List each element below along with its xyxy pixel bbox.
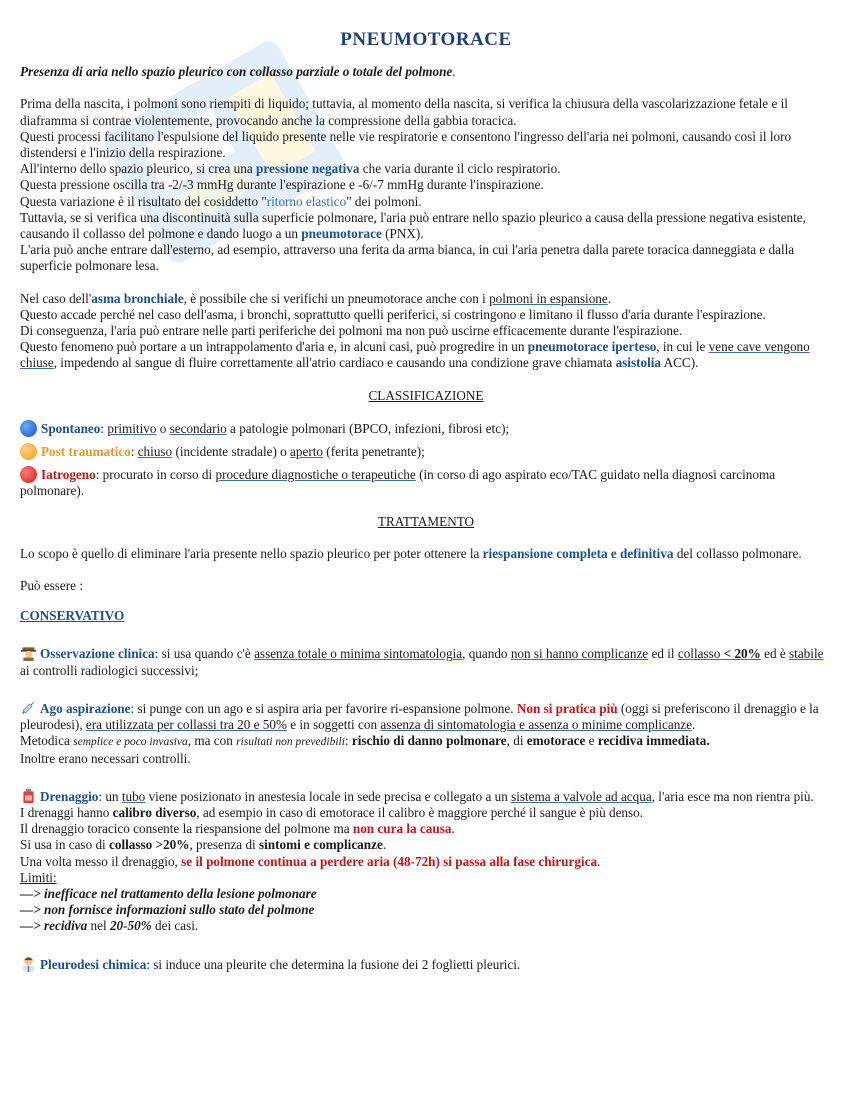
ago-p2 <box>20 733 832 750</box>
drenaggio-block <box>20 787 832 935</box>
text: (oggi si preferiscono il drenaggio e la pleurodesi), <box>20 700 819 733</box>
text: : <box>344 733 352 749</box>
limiti-label: Limiti: <box>20 869 57 885</box>
secondario: secondario <box>169 420 227 436</box>
classificazione-heading: CLASSIFICAZIONE <box>368 387 484 403</box>
text: : un <box>98 788 122 804</box>
text: Questo fenomeno può portare a un intrappolamento d'aria e, in alcuni casi, può progredire in un <box>20 339 528 355</box>
doctor-icon <box>20 955 37 972</box>
intro-p5 <box>20 210 832 242</box>
text: I drenaggi hanno <box>20 804 113 820</box>
asistolia: asistolia <box>615 355 662 371</box>
chiuso: chiuso <box>137 444 173 460</box>
polmoni-espansione: polmoni in espansione <box>489 290 608 306</box>
procedure-diagnostiche: procedure diagnostiche o terapeutiche <box>215 467 416 483</box>
risultati: risultati non prevedibili <box>236 736 345 749</box>
intro-p4 <box>20 194 832 210</box>
limite-3 <box>20 918 832 934</box>
collassi-range: era utilizzata per collassi tra 20 e 50% <box>85 717 287 733</box>
pneumotorace-term: pneumotorace <box>301 226 382 242</box>
recidiva-range: 20-50% <box>109 918 152 934</box>
intro-p3: Questa pressione oscilla tra -2/-3 mmHg durante l'espirazione e -6/-7 mmHg durante l'inspirazione. <box>20 177 544 193</box>
red-circle-icon <box>20 466 37 483</box>
text: , ma con <box>187 733 237 749</box>
text: , in cui le <box>656 339 709 355</box>
asma-d <box>20 339 832 371</box>
ago-aspirazione-block <box>20 699 832 767</box>
orange-circle-icon <box>20 443 37 460</box>
text: . <box>451 821 455 837</box>
assenza-sintomatologia: assenza totale o minima sintomatologia <box>254 646 463 662</box>
trattamento-scopo <box>20 546 832 562</box>
ago-p3: Inoltre erano necessari controlli. <box>20 750 191 766</box>
semplice: semplice e poco invasiva <box>73 736 188 749</box>
aperto: aperto <box>290 444 323 460</box>
document-page <box>20 29 832 973</box>
classificazione-list <box>20 420 832 500</box>
subtitle-text: Presenza di aria nello spazio pleurico con collasso parziale o totale del polmone <box>20 64 453 80</box>
text: Tuttavia, se si verifica una discontinuità sulla superficie polmonare, l'aria può entrare nello spazio pleurico a causa della pressione negativa esistente, causando il collasso del polmone e dando luogo a un <box>20 209 806 242</box>
collasso-value: < 20% <box>720 646 761 662</box>
drainage-bottle-icon <box>20 787 37 804</box>
text: , presenza di <box>189 837 260 853</box>
asma-a <box>20 291 832 307</box>
text: nel <box>87 918 110 934</box>
text: viene posizionato in anestesia locale in sede precisa e collegato a un <box>145 788 512 804</box>
class-spontaneo <box>20 420 832 437</box>
intro-p6: L'aria può anche entrare dall'esterno, ad esempio, attraverso una ferita da arma bianca, in cui l'aria penetra dalla parete toracica danneggiata e dalla superficie polmonare lesa. <box>20 242 795 274</box>
recidiva: —> recidiva <box>20 918 88 934</box>
drenaggio-p5 <box>20 854 832 870</box>
text: Una volta messo il drenaggio, <box>20 853 182 869</box>
pressione-negativa: pressione negativa <box>256 161 360 177</box>
drenaggio-p1 <box>20 787 832 805</box>
recidiva-immediata: recidiva immediata. <box>597 733 710 749</box>
sistema-valvole: sistema a valvole ad acqua <box>511 788 652 804</box>
calibro-diverso: calibro diverso <box>112 804 197 820</box>
limite-2: —> non fornisce informazioni sullo stato del polmone <box>20 902 315 918</box>
fase-chirurgica: se il polmone continua a perdere aria (48-72h) si passa alla fase chirurgica <box>181 853 598 869</box>
osservazione-clinica <box>20 644 832 678</box>
text: , è possibile che si verifichi un pneumotorace anche con i <box>183 290 490 306</box>
non-si-pratica: Non si pratica più <box>516 700 618 716</box>
ritorno-elastico: ritorno elastico <box>266 193 347 209</box>
text: che varia durante il ciclo respiratorio. <box>359 161 561 177</box>
puo-essere: Può essere : <box>20 578 83 594</box>
intro-block <box>20 96 832 274</box>
text: ai controlli radiologici successivi; <box>20 662 199 678</box>
primitivo: primitivo <box>107 420 157 436</box>
pleurodesi-label: Pleurodesi chimica <box>40 956 147 972</box>
subtitle <box>20 64 832 80</box>
asma-b: Questo accade perché nel caso dell'asma, i bronchi, soprattutto quelli periferici, si costringono e limitano il flusso d'aria durante l'espirazione. <box>20 306 766 322</box>
text: " dei polmoni. <box>346 193 422 209</box>
text: . <box>382 837 387 853</box>
intro-p2 <box>20 161 832 177</box>
ago-p1 <box>20 699 832 733</box>
text: ed è <box>760 646 790 662</box>
text: : si usa quando c'è <box>154 646 255 662</box>
syringe-icon <box>20 699 37 716</box>
stabile: stabile <box>789 646 824 662</box>
detective-icon <box>20 644 37 661</box>
emotorace: emotorace <box>526 733 586 749</box>
drenaggio-p2 <box>20 805 832 821</box>
text: , l'aria esce ma non rientra più. <box>651 788 814 804</box>
collasso-20: collasso >20% <box>109 837 190 853</box>
vene-cave: vene cave vengono chiuse <box>20 339 810 371</box>
text: Metodica <box>20 733 74 749</box>
osservazione-label: Osservazione clinica <box>40 646 155 662</box>
text: e in soggetti con <box>286 717 381 733</box>
trattamento-heading: TRATTAMENTO <box>377 513 475 529</box>
tubo: tubo <box>121 788 146 804</box>
text: Questa variazione è il risultato del cosiddetto " <box>20 193 267 209</box>
asma-bronchiale: asma bronchiale <box>91 290 184 306</box>
text: , ad esempio in caso di emotorace il calibro è maggiore perché il sangue è più denso. <box>196 804 644 820</box>
text: : procurato in corso di <box>95 467 216 483</box>
page-title: PNEUMOTORACE <box>340 29 512 50</box>
text: . <box>692 717 696 733</box>
text: dei casi. <box>151 918 199 934</box>
subtitle-end: . <box>452 64 456 80</box>
text: . <box>597 853 601 869</box>
iatrogeno-label: Iatrogeno <box>41 467 96 483</box>
text: : si punge con un ago e si aspira aria per favorire ri-espansione polmone. <box>130 700 517 716</box>
class-iatrogeno <box>20 466 832 499</box>
text: (PNX). <box>381 226 424 242</box>
limite-1: —> inefficace nel trattamento della lesione polmonare <box>20 885 317 901</box>
rischio-danno: rischio di danno polmonare <box>351 733 507 749</box>
spontaneo-label: Spontaneo <box>41 420 101 436</box>
text: , impedendo al sangue di fluire correttamente all'atrio cardiaco e causando una condizione grave chiamata <box>53 355 616 371</box>
sintomi-complicanze: sintomi e complicanze <box>259 837 383 853</box>
drenaggio-p3 <box>20 821 832 837</box>
text: (incidente stradale) o <box>172 444 291 460</box>
non-cura-causa: non cura la causa <box>352 821 452 837</box>
riespansione: riespansione completa e definitiva <box>482 545 674 561</box>
text: All'interno dello spazio pleurico, si crea una <box>20 161 257 177</box>
text: ACC). <box>661 355 699 371</box>
text: Si usa in caso di <box>20 837 110 853</box>
post-traumatico-label: Post traumatico <box>41 444 131 460</box>
pleurodesi-chimica <box>20 955 832 973</box>
intro-p1b: Questi processi facilitano l'espulsione del liquido presente nelle vie respiratorie e consentono l'ingresso dell'aria nei polmoni, causando così il loro distendersi e l'inizio della respirazione. <box>20 128 792 161</box>
text: : <box>100 420 108 436</box>
blue-circle-icon <box>20 420 37 437</box>
text: Lo scopo è quello di eliminare l'aria presente nello spazio pleurico per poter ottenere la <box>20 545 483 561</box>
class-post-traumatico <box>20 443 832 460</box>
asma-block <box>20 291 832 372</box>
text: del collasso polmonare. <box>673 545 802 561</box>
text: (ferita penetrante); <box>323 444 425 460</box>
asma-c: Di conseguenza, l'aria può entrare nelle parti periferiche dei polmoni ma non può uscirne efficacemente durante l'espirazione. <box>20 323 683 339</box>
text: : <box>130 444 138 460</box>
collasso: collasso <box>677 646 721 662</box>
text: (in corso di ago aspirato eco/TAC guidato nella diagnosi carcinoma polmonare). <box>20 467 776 499</box>
conservativo-heading: CONSERVATIVO <box>20 608 125 624</box>
pneumotorace-iperteso: pneumotorace iperteso <box>527 339 657 355</box>
non-complicanze: non si hanno complicanze <box>510 646 649 662</box>
drenaggio-p4 <box>20 837 832 853</box>
text: o <box>156 420 170 436</box>
text: a patologie polmonari (BPCO, infezioni, fibrosi etc); <box>226 420 510 436</box>
text: . <box>607 290 612 306</box>
intro-p1a: Prima della nascita, i polmoni sono riempiti di liquido; tuttavia, al momento della nascita, si verifica la chiusura della vascolarizzazione fetale e il diaframma si contrae violentemente, provocando anche la compressione della gabbia toracica. <box>20 96 788 128</box>
text: e <box>585 733 598 749</box>
text: , di <box>506 733 527 749</box>
assenza-complicanze: assenza di sintomatologia e assenza o minime complicanze <box>380 717 692 733</box>
text: : si induce una pleurite che determina la fusione dei 2 foglietti pleurici. <box>146 956 521 972</box>
text: , quando <box>462 646 511 662</box>
ago-label: Ago aspirazione <box>40 700 131 716</box>
text: Il drenaggio toracico consente la riespansione del polmone ma <box>20 821 353 837</box>
text: Nel caso dell' <box>20 290 92 306</box>
text: ed il <box>648 646 678 662</box>
drenaggio-label: Drenaggio <box>40 788 99 804</box>
